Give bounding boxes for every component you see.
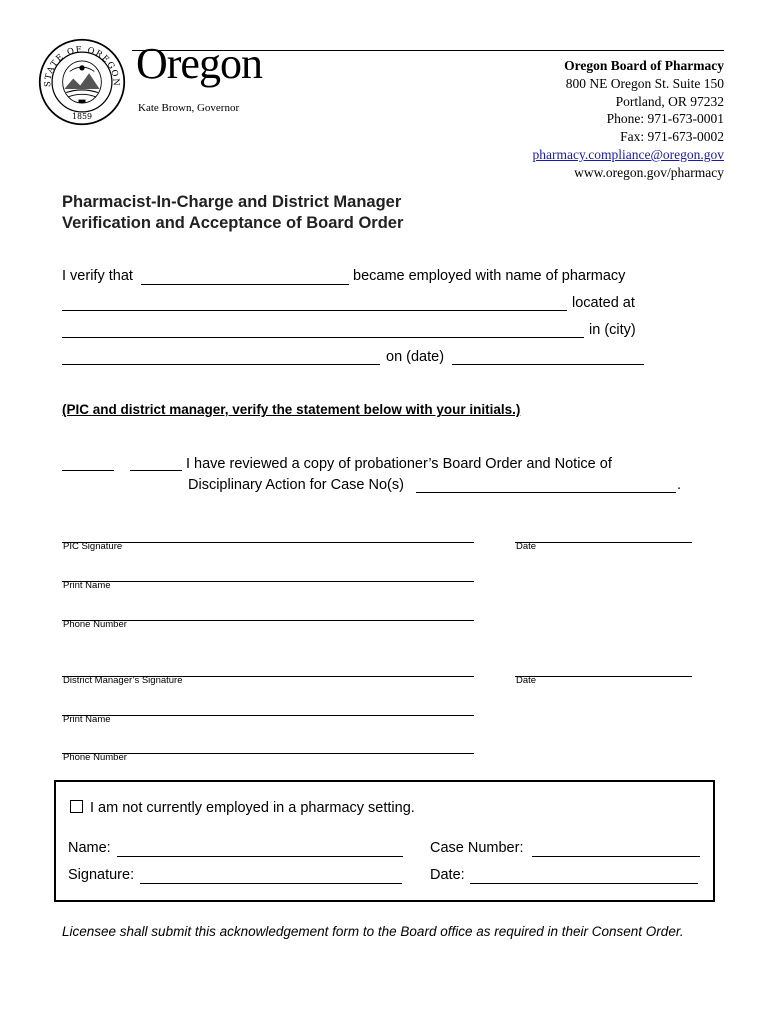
city-text: in (city)	[589, 322, 636, 338]
verify-lead: I verify that	[62, 268, 133, 284]
email-link[interactable]: pharmacy.compliance@oregon.gov	[532, 146, 724, 162]
box-name-label: Name:	[68, 840, 111, 856]
seal-year: 1859	[71, 111, 93, 121]
review-statement-line-1: I have reviewed a copy of probationer’s Board Order and Notice of	[186, 456, 612, 472]
dm-date-label: Date	[516, 675, 537, 686]
dm-print-name-label: Print Name	[63, 714, 111, 725]
initials-instruction: (PIC and district manager, verify the statement below with your initials.)	[62, 402, 521, 417]
address-line-1: 800 NE Oregon St. Suite 150	[565, 75, 724, 91]
case-numbers-field[interactable]	[416, 478, 676, 493]
box-date-label: Date:	[430, 867, 465, 883]
contact-block	[533, 57, 725, 182]
dm-print-name-line[interactable]	[62, 703, 474, 716]
located-at-text: located at	[572, 295, 635, 311]
not-employed-checkbox[interactable]	[70, 800, 83, 813]
fax-number: Fax: 971-673-0002	[620, 129, 724, 145]
pic-date-label: Date	[516, 541, 537, 552]
box-case-number-label: Case Number:	[430, 840, 524, 856]
box-case-number-field[interactable]	[532, 842, 700, 857]
title-line-1: Pharmacist-In-Charge and District Manager	[62, 193, 402, 211]
box-signature-label: Signature:	[68, 867, 135, 883]
review-statement-line-2: Disciplinary Action for Case No(s)	[188, 477, 404, 493]
address-line-2: Portland, OR 97232	[615, 93, 724, 109]
oregon-state-seal	[38, 38, 126, 126]
city-field[interactable]	[62, 350, 380, 365]
phone-number: Phone: 971-673-0001	[606, 111, 724, 127]
title-line-2: Verification and Acceptance of Board Order	[62, 214, 404, 232]
submission-note: Licensee shall submit this acknowledgement form to the Board office as required in their Consent Order.	[62, 924, 684, 939]
pic-date-line[interactable]	[515, 530, 692, 543]
review-statement-end: .	[677, 477, 682, 493]
box-date-field[interactable]	[470, 869, 698, 884]
form-title	[62, 192, 403, 234]
box-signature-field[interactable]	[140, 869, 402, 884]
governor-name: Kate Brown, Governor	[138, 102, 240, 114]
pic-print-name-line[interactable]	[62, 569, 474, 582]
pharmacy-address-field[interactable]	[62, 323, 584, 338]
on-date-text: on (date)	[386, 349, 445, 365]
dm-signature-label: District Manager’s Signature	[63, 675, 183, 686]
not-employed-label: I am not currently employed in a pharmacy setting.	[90, 800, 415, 816]
pic-print-name-label: Print Name	[63, 580, 111, 591]
pharmacy-name-field[interactable]	[62, 296, 567, 311]
box-name-field[interactable]	[117, 842, 403, 857]
website-link[interactable]: www.oregon.gov/pharmacy	[574, 164, 724, 180]
verify-employed-text: became employed with name of pharmacy	[353, 268, 626, 284]
dm-date-line[interactable]	[515, 664, 692, 677]
board-name: Oregon Board of Pharmacy	[564, 58, 724, 73]
employee-name-field[interactable]	[141, 270, 349, 285]
not-employed-row[interactable]	[70, 800, 415, 816]
oregon-wordmark: Oregon	[136, 39, 262, 88]
pic-initials-field[interactable]	[62, 456, 114, 471]
pic-phone-label: Phone Number	[63, 619, 127, 630]
dm-initials-field[interactable]	[130, 456, 182, 471]
dm-phone-label: Phone Number	[63, 752, 127, 763]
pic-signature-line[interactable]	[62, 530, 474, 543]
seal-text: STATE OF OREGON	[42, 43, 122, 88]
pic-signature-label: PIC Signature	[63, 541, 123, 552]
start-date-field[interactable]	[452, 350, 644, 365]
